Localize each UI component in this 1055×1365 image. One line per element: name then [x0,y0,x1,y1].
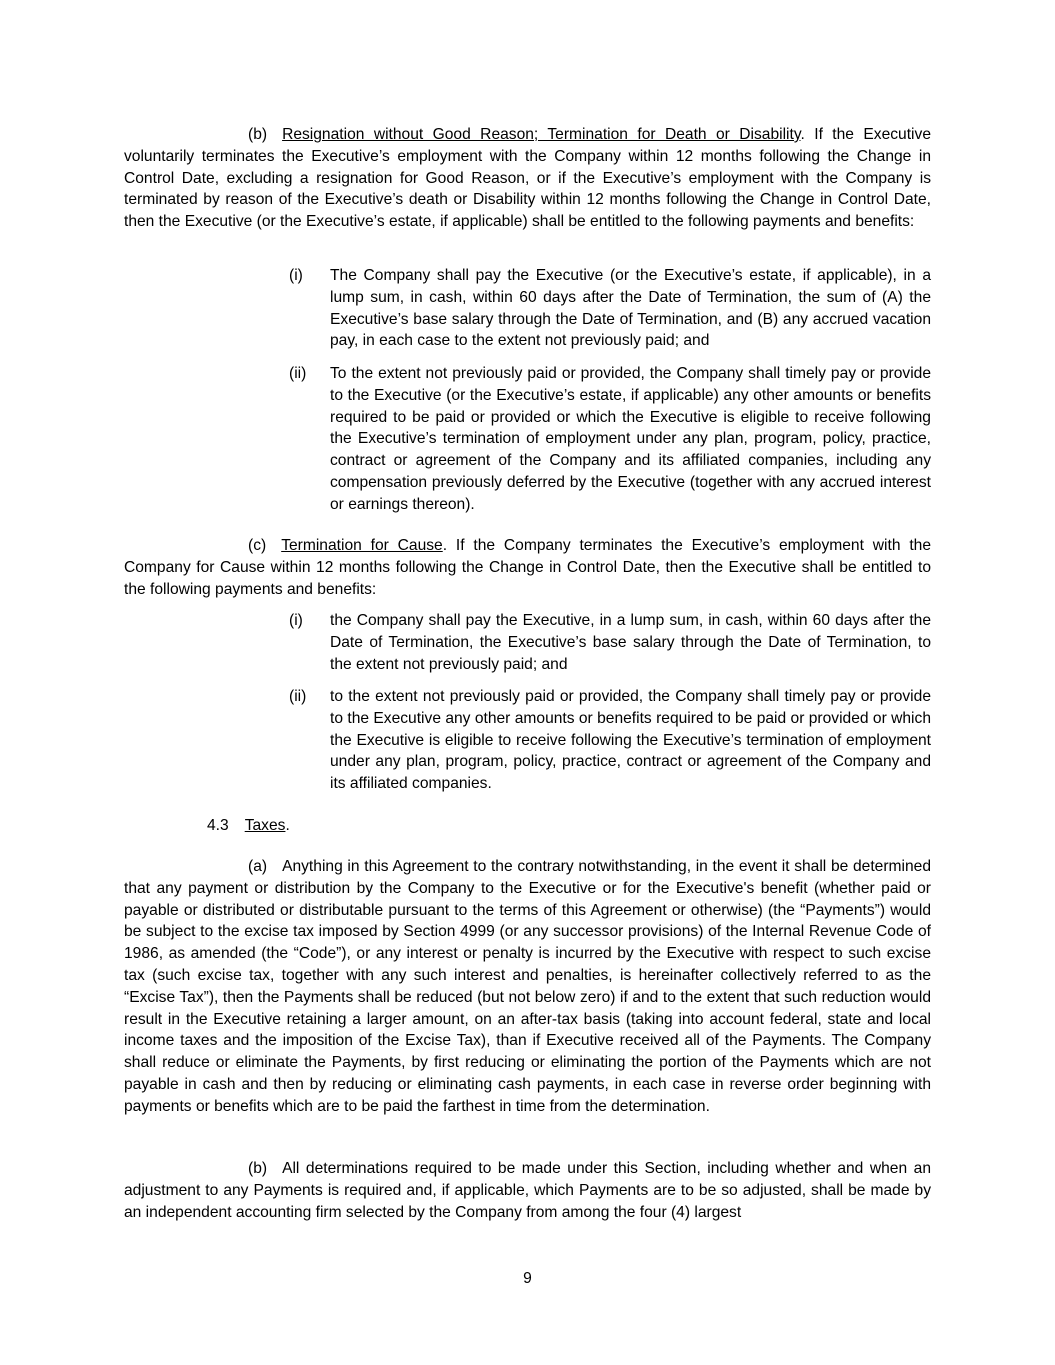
section-c-item-i [289,610,931,675]
taxes-a-mark: (a) [248,858,268,875]
section-c-mark: (c) [248,537,267,554]
section-number: 4.3 [207,817,229,834]
page-number: 9 [523,1270,532,1287]
taxes-b-body: All determinations required to be made under this Section, including whether and when an adjustment to any Payments is required and, if applicable, which Payments are to be so adjusted, shall be made by an independent accounting firm selected by the Company from among the four (4) largest [124,1160,931,1221]
section-c-body: . If the Company terminates the Executive’s employment with the Company for Cause within 12 months following the Change in Control Date, then the Executive shall be entitled to the following payments and benefits: [124,537,932,598]
item-number: (i) [289,612,303,629]
taxes-a-paragraph [124,856,931,1118]
item-number: (ii) [289,365,307,382]
section-4-3-heading [207,815,290,837]
taxes-b-paragraph [124,1158,931,1223]
taxes-a-body: Anything in this Agreement to the contrary notwithstanding, in the event it shall be determined that any payment or distribution by the Company to the Executive or for the Executive's benefit (whether paid or payable or distributed or distributable pursuant to the terms of this Agreement or otherwise) (the “Payments”) would be subject to the excise tax imposed by Section 4999 (or any successor provisions) of the Internal Revenue Code of 1986, as amended (the “Code”), or any interest or penalty is incurred by the Executive with respect to such excise tax (such excise tax, together with any such interest and penalties, is hereinafter collectively referred to as the “Excise Tax”), then the Payments shall be reduced (but not below zero) if and to the extent that such reduction would result in the Executive retaining a larger amount, on an after-tax basis (taking into account federal, state and local income taxes and the imposition of the Excise Tax), than if Executive received all of the Payments. The Company shall reduce or eliminate the Payments, by first reducing or eliminating the portion of the Payments which are not payable in cash and then by reducing or eliminating cash payments, in each case in reverse order beginning with payments or benefits which are to be paid the farthest in time from the determination. [124,858,931,1115]
section-c-item-ii [289,686,931,795]
item-text: the Company shall pay the Executive, in a lump sum, in cash, within 60 days after the Date of Termination, the Executive’s base salary through the Date of Termination, to the extent not previously paid; and [330,612,931,673]
taxes-b-mark: (b) [248,1160,268,1177]
section-b-title: Resignation without Good Reason; Termination for Death or Disability [282,126,801,143]
section-b-body: . If the Executive voluntarily terminates the Executive’s employment with the Company within 12 months following the Change in Control Date, excluding a resignation for Good Reason, or if the Executive’s employment with the Company is terminated by reason of the Executive’s death or Disability within 12 months following the Change in Control Date, then the Executive (or the Executive’s estate, if applicable) shall be entitled to the following payments and benefits: [124,126,931,231]
section-b-paragraph [124,124,931,233]
section-b-item-ii [289,363,931,516]
section-c-paragraph [124,535,931,600]
section-title: Taxes [244,817,286,834]
section-b-mark: (b) [248,126,268,143]
section-c-title: Termination for Cause [281,537,443,554]
section-title-period: . [285,817,290,834]
item-text: to the extent not previously paid or provided, the Company shall timely pay or provide to the Executive any other amounts or benefits required to be paid or provided or which the Executive is eligible to receive following the Executive’s termination of employment under any plan, program, policy, practice, contract or agreement of the Company and its affiliated companies. [330,688,931,793]
section-b-item-i [289,265,931,352]
item-number: (i) [289,267,303,284]
item-number: (ii) [289,688,307,705]
item-text: The Company shall pay the Executive (or the Executive’s estate, if applicable), in a lump sum, in cash, within 60 days after the Date of Termination, the sum of (A) the Executive’s base salary through the Date of Termination, and (B) any accrued vacation pay, in each case to the extent not previously paid; and [330,267,931,350]
item-text: To the extent not previously paid or provided, the Company shall timely pay or provide to the Executive (or the Executive’s estate, if applicable) any other amounts or benefits required to be paid or provided or which the Executive is eligible to receive following the Executive’s termination of employment under any plan, program, policy, practice, contract or agreement of the Company and its affiliated companies, including any compensation previously deferred by the Executive (together with any accrued interest or earnings thereon). [330,365,931,513]
